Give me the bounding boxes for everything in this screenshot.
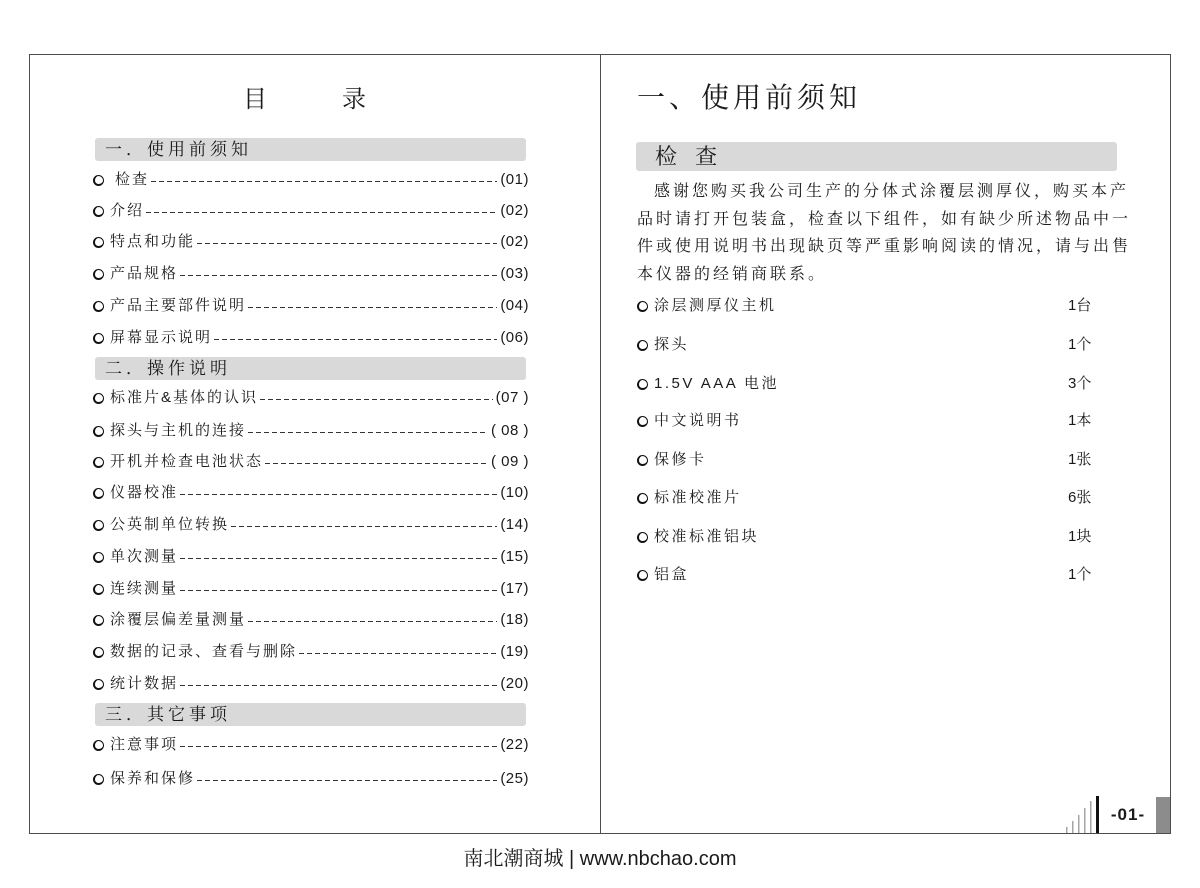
toc-entry — [93, 547, 529, 567]
circle-bullet-icon — [93, 206, 104, 217]
page-tab — [1156, 797, 1170, 833]
circle-bullet-icon — [637, 455, 648, 466]
component-item — [637, 488, 1107, 508]
component-quantity: 1个 — [1068, 566, 1092, 583]
corner-edge-bar — [1096, 796, 1099, 833]
component-name: 标准校准片 — [654, 489, 742, 506]
dash-leader — [146, 212, 497, 213]
toc-entry-page: (07 ) — [495, 389, 529, 406]
toc-entry-label: 探头与主机的连接 — [110, 422, 247, 439]
contents-title: 目 录 — [243, 86, 375, 113]
circle-bullet-icon — [637, 570, 648, 581]
circle-bullet-icon — [93, 774, 104, 785]
circle-bullet-icon — [637, 379, 648, 390]
paragraph-line: 件或使用说明书出现缺页等严重影响阅读的情况，请与出售 — [637, 238, 1132, 255]
component-name: 校准标准铝块 — [654, 528, 760, 545]
corner-step-bar — [1084, 808, 1086, 833]
toc-entry-label: 仪器校准 — [110, 484, 179, 501]
toc-entry — [93, 515, 529, 535]
circle-bullet-icon — [93, 269, 104, 280]
toc-entry — [93, 201, 529, 221]
toc-entry-label: 介绍 — [110, 202, 145, 219]
component-name: 铝盒 — [654, 566, 690, 583]
toc-entry-page: (02) — [500, 233, 529, 250]
toc-entry-page: (20) — [500, 675, 529, 692]
component-name: 涂层测厚仪主机 — [654, 297, 777, 314]
component-name: 中文说明书 — [654, 412, 742, 429]
component-quantity: 1张 — [1068, 451, 1092, 468]
component-item — [637, 296, 1107, 316]
toc-entry-label: 开机并检查电池状态 — [110, 453, 264, 470]
circle-bullet-icon — [637, 340, 648, 351]
circle-bullet-icon — [93, 237, 104, 248]
dash-leader — [248, 307, 497, 308]
toc-entry-label: 数据的记录、查看与删除 — [110, 643, 298, 660]
dash-leader — [180, 494, 497, 495]
component-quantity: 1个 — [1068, 336, 1092, 353]
circle-bullet-icon — [93, 488, 104, 499]
toc-entry — [93, 296, 529, 316]
toc-entry-page: (10) — [500, 484, 529, 501]
toc-entry-label: 统计数据 — [110, 675, 179, 692]
component-quantity: 1台 — [1068, 297, 1092, 314]
toc-entry-label: 产品规格 — [110, 265, 179, 282]
component-item — [637, 335, 1107, 355]
chapter-title: 一、使用前须知 — [637, 82, 862, 113]
circle-bullet-icon — [637, 416, 648, 427]
toc-entry-label: 单次测量 — [110, 548, 179, 565]
dash-leader — [151, 181, 497, 182]
dash-leader — [248, 621, 497, 622]
toc-entry — [93, 170, 529, 190]
dash-leader — [260, 399, 493, 400]
toc-entry — [93, 769, 529, 789]
circle-bullet-icon — [93, 457, 104, 468]
toc-entry-page: (15) — [500, 548, 529, 565]
circle-bullet-icon — [93, 301, 104, 312]
toc-entry-page: (18) — [500, 611, 529, 628]
dash-leader — [180, 746, 497, 747]
paragraph-line: 品时请打开包装盒，检查以下组件，如有缺少所述物品中一 — [637, 211, 1132, 228]
dash-leader — [180, 558, 497, 559]
component-item — [637, 565, 1107, 585]
paragraph-line: 感谢您购买我公司生产的分体式涂覆层测厚仪，购买本产 — [654, 183, 1130, 200]
toc-entry-page: (01) — [500, 171, 529, 188]
toc-entry-page: (03) — [500, 265, 529, 282]
circle-bullet-icon — [93, 426, 104, 437]
corner-step-bar — [1066, 827, 1068, 833]
toc-entry-label: 屏幕显示说明 — [110, 329, 213, 346]
circle-bullet-icon — [637, 301, 648, 312]
toc-entry — [93, 642, 529, 662]
section-heading: 一．使用前须知 — [105, 140, 252, 159]
circle-bullet-icon — [93, 175, 104, 186]
toc-entry-label: 注意事项 — [110, 736, 179, 753]
circle-bullet-icon — [93, 552, 104, 563]
circle-bullet-icon — [637, 532, 648, 543]
toc-entry — [93, 421, 529, 441]
circle-bullet-icon — [93, 647, 104, 658]
page-corner-decoration — [1062, 796, 1100, 833]
page-divider — [600, 54, 601, 834]
circle-bullet-icon — [93, 333, 104, 344]
dash-leader — [180, 685, 497, 686]
site-watermark: 南北潮商城 | www.nbchao.com — [463, 848, 737, 870]
toc-entry — [93, 579, 529, 599]
section-heading-bar — [95, 138, 526, 161]
circle-bullet-icon — [93, 520, 104, 531]
toc-entry-label: 保养和保修 — [110, 770, 196, 787]
toc-entry-page: (14) — [500, 516, 529, 533]
toc-entry-page: (02) — [500, 202, 529, 219]
dash-leader — [265, 463, 488, 464]
component-item — [637, 411, 1107, 431]
toc-entry-page: ( 08 ) — [490, 422, 529, 439]
component-quantity: 6张 — [1068, 489, 1092, 506]
toc-entry-label: 公英制单位转换 — [110, 516, 230, 533]
dash-leader — [197, 243, 497, 244]
corner-step-bar — [1090, 801, 1092, 833]
section-heading-bar — [95, 357, 526, 380]
component-name: 1.5V AAA 电池 — [654, 375, 780, 392]
component-item — [637, 527, 1107, 547]
toc-entry-label: 连续测量 — [110, 580, 179, 597]
component-item — [637, 450, 1107, 470]
dash-leader — [197, 780, 497, 781]
dash-leader — [299, 653, 497, 654]
circle-bullet-icon — [93, 740, 104, 751]
toc-entry — [93, 388, 529, 408]
toc-entry-page: (22) — [500, 736, 529, 753]
dash-leader — [231, 526, 497, 527]
dash-leader — [214, 339, 497, 340]
toc-entry-page: (25) — [500, 770, 529, 787]
toc-entry — [93, 452, 529, 472]
component-name: 探头 — [654, 336, 690, 353]
toc-entry-label: 检查 — [115, 171, 150, 188]
circle-bullet-icon — [637, 493, 648, 504]
circle-bullet-icon — [93, 584, 104, 595]
dash-leader — [248, 432, 488, 433]
toc-entry-label: 标准片&基体的认识 — [110, 389, 259, 406]
toc-entry-page: ( 09 ) — [490, 453, 529, 470]
circle-bullet-icon — [93, 615, 104, 626]
toc-entry — [93, 610, 529, 630]
toc-entry — [93, 735, 529, 755]
component-quantity: 3个 — [1068, 375, 1092, 392]
section-heading: 二．操作说明 — [105, 359, 231, 378]
toc-entry-label: 产品主要部件说明 — [110, 297, 247, 314]
component-quantity: 1本 — [1068, 412, 1092, 429]
toc-entry-page: (06) — [500, 329, 529, 346]
component-quantity: 1块 — [1068, 528, 1092, 545]
toc-entry — [93, 674, 529, 694]
component-item — [637, 374, 1107, 394]
page-number: -01- — [1110, 805, 1146, 824]
corner-step-bar — [1072, 821, 1074, 833]
toc-entry-page: (04) — [500, 297, 529, 314]
section-heading-bar — [636, 142, 1117, 171]
toc-entry — [93, 264, 529, 284]
toc-entry-label: 特点和功能 — [110, 233, 196, 250]
section-heading: 检 查 — [655, 144, 724, 169]
paragraph-line: 本仪器的经销商联系。 — [637, 266, 828, 283]
toc-entry-page: (19) — [500, 643, 529, 660]
toc-entry — [93, 232, 529, 252]
circle-bullet-icon — [93, 679, 104, 690]
toc-entry — [93, 483, 529, 503]
toc-entry-page: (17) — [500, 580, 529, 597]
section-heading-bar — [95, 703, 526, 726]
dash-leader — [180, 590, 497, 591]
toc-entry — [93, 328, 529, 348]
circle-bullet-icon — [93, 393, 104, 404]
corner-step-bar — [1078, 815, 1080, 833]
dash-leader — [180, 275, 497, 276]
toc-entry-label: 涂覆层偏差量测量 — [110, 611, 247, 628]
component-name: 保修卡 — [654, 451, 707, 468]
section-heading: 三．其它事项 — [105, 705, 231, 724]
